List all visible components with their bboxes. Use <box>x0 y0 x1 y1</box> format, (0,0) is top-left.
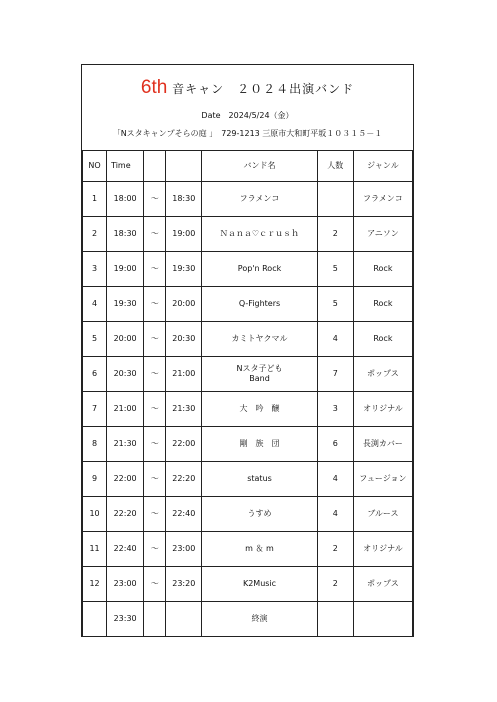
cell-tilde: ～ <box>144 252 166 287</box>
cell-end-time: 20:30 <box>166 322 202 357</box>
table-row <box>83 427 413 462</box>
cell-end-time: 22:40 <box>166 497 202 532</box>
cell-tilde: ～ <box>144 182 166 217</box>
table-row <box>83 497 413 532</box>
cell-start-time: 18:30 <box>107 217 144 252</box>
table-row <box>83 532 413 567</box>
cell-start-time: 22:20 <box>107 497 144 532</box>
header-band: バンド名 <box>202 151 317 182</box>
cell-band-name: うすめ <box>202 497 317 532</box>
cell-band-name: カミトヤクマル <box>202 322 317 357</box>
cell-member-count: 5 <box>317 287 353 322</box>
cell-genre: アニソン <box>353 217 412 252</box>
cell-no: 12 <box>83 567 107 602</box>
table-row <box>83 462 413 497</box>
cell-end-time: 18:30 <box>166 182 202 217</box>
cell-genre: フラメンコ <box>353 182 412 217</box>
cell-start-time: 23:30 <box>107 602 144 637</box>
cell-tilde: ～ <box>144 357 166 392</box>
cell-genre: ブルース <box>353 497 412 532</box>
table-header-row <box>83 151 413 182</box>
cell-genre: 長渕カバー <box>353 427 412 462</box>
page-title <box>82 77 413 99</box>
cell-end-time: 22:20 <box>166 462 202 497</box>
title-accent: 6th <box>140 77 168 98</box>
header-no: NO <box>83 151 107 182</box>
table-row <box>83 182 413 217</box>
cell-genre <box>353 602 412 637</box>
lineup-sheet <box>81 64 414 637</box>
cell-tilde: ～ <box>144 497 166 532</box>
cell-genre: オリジナル <box>353 532 412 567</box>
header-time-tilde <box>144 151 166 182</box>
cell-end-time: 23:00 <box>166 532 202 567</box>
cell-end-time: 23:20 <box>166 567 202 602</box>
cell-genre: ポップス <box>353 567 412 602</box>
cell-member-count: 2 <box>317 532 353 567</box>
cell-end-time <box>166 602 202 637</box>
cell-member-count: 4 <box>317 322 353 357</box>
event-date: Date 2024/5/24（金） <box>201 111 294 120</box>
cell-start-time: 18:00 <box>107 182 144 217</box>
cell-member-count: 4 <box>317 497 353 532</box>
cell-no: 8 <box>83 427 107 462</box>
cell-member-count: 2 <box>317 217 353 252</box>
cell-no: 2 <box>83 217 107 252</box>
cell-no: 3 <box>83 252 107 287</box>
cell-tilde <box>144 602 166 637</box>
cell-no: 7 <box>83 392 107 427</box>
cell-start-time: 22:40 <box>107 532 144 567</box>
cell-member-count: 6 <box>317 427 353 462</box>
cell-band-name: Ｎａｎａ♡ｃｒｕｓｈ <box>202 217 317 252</box>
cell-member-count: 7 <box>317 357 353 392</box>
header-count: 人数 <box>317 151 353 182</box>
cell-member-count: 4 <box>317 462 353 497</box>
cell-no: 4 <box>83 287 107 322</box>
table-body <box>83 182 413 637</box>
cell-genre: Rock <box>353 287 412 322</box>
cell-band-name: フラメンコ <box>202 182 317 217</box>
table-row <box>83 287 413 322</box>
header-genre: ジャンル <box>353 151 412 182</box>
cell-end-time: 21:00 <box>166 357 202 392</box>
cell-band-name: status <box>202 462 317 497</box>
cell-tilde: ～ <box>144 462 166 497</box>
cell-genre: Rock <box>353 252 412 287</box>
cell-tilde: ～ <box>144 427 166 462</box>
cell-band-name: Nスタ子ども Band <box>202 357 317 392</box>
cell-member-count <box>317 182 353 217</box>
table-row <box>83 357 413 392</box>
sheet-header <box>82 65 413 150</box>
cell-tilde: ～ <box>144 217 166 252</box>
lineup-table <box>82 150 413 637</box>
cell-genre: ポップス <box>353 357 412 392</box>
cell-start-time: 23:00 <box>107 567 144 602</box>
venue-address: 「Nスタキャンプそらの庭 」 729-1213 三原市大和町平坂１０３１５－１ <box>112 129 383 138</box>
cell-member-count: 5 <box>317 252 353 287</box>
cell-member-count: 3 <box>317 392 353 427</box>
cell-genre: オリジナル <box>353 392 412 427</box>
cell-tilde: ～ <box>144 567 166 602</box>
cell-genre: フュージョン <box>353 462 412 497</box>
cell-end-time: 20:00 <box>166 287 202 322</box>
cell-band-name: 剛 族 団 <box>202 427 317 462</box>
cell-band-name: Q-Fighters <box>202 287 317 322</box>
cell-no: 1 <box>83 182 107 217</box>
cell-start-time: 19:00 <box>107 252 144 287</box>
cell-end-time: 21:30 <box>166 392 202 427</box>
cell-tilde: ～ <box>144 287 166 322</box>
cell-tilde: ～ <box>144 392 166 427</box>
cell-band-name: m ＆ m <box>202 532 317 567</box>
table-row <box>83 217 413 252</box>
cell-genre: Rock <box>353 322 412 357</box>
cell-end-time: 19:00 <box>166 217 202 252</box>
cell-start-time: 21:00 <box>107 392 144 427</box>
header-time-end <box>166 151 202 182</box>
title-text: 音キャン ２０２４出演バンド <box>167 82 355 96</box>
cell-tilde: ～ <box>144 322 166 357</box>
cell-member-count <box>317 602 353 637</box>
cell-no: 5 <box>83 322 107 357</box>
header-time: Time <box>107 151 144 182</box>
cell-band-name: 終演 <box>202 602 317 637</box>
table-row <box>83 252 413 287</box>
cell-no <box>83 602 107 637</box>
cell-start-time: 20:30 <box>107 357 144 392</box>
cell-start-time: 20:00 <box>107 322 144 357</box>
cell-end-time: 22:00 <box>166 427 202 462</box>
cell-no: 9 <box>83 462 107 497</box>
cell-no: 11 <box>83 532 107 567</box>
cell-band-name: 大 吟 醸 <box>202 392 317 427</box>
cell-no: 6 <box>83 357 107 392</box>
cell-start-time: 19:30 <box>107 287 144 322</box>
table-row <box>83 392 413 427</box>
table-row <box>83 602 413 637</box>
cell-start-time: 21:30 <box>107 427 144 462</box>
cell-start-time: 22:00 <box>107 462 144 497</box>
cell-end-time: 19:30 <box>166 252 202 287</box>
cell-tilde: ～ <box>144 532 166 567</box>
cell-no: 10 <box>83 497 107 532</box>
table-row <box>83 567 413 602</box>
cell-member-count: 2 <box>317 567 353 602</box>
table-row <box>83 322 413 357</box>
cell-band-name: K2Music <box>202 567 317 602</box>
cell-band-name: Pop'n Rock <box>202 252 317 287</box>
